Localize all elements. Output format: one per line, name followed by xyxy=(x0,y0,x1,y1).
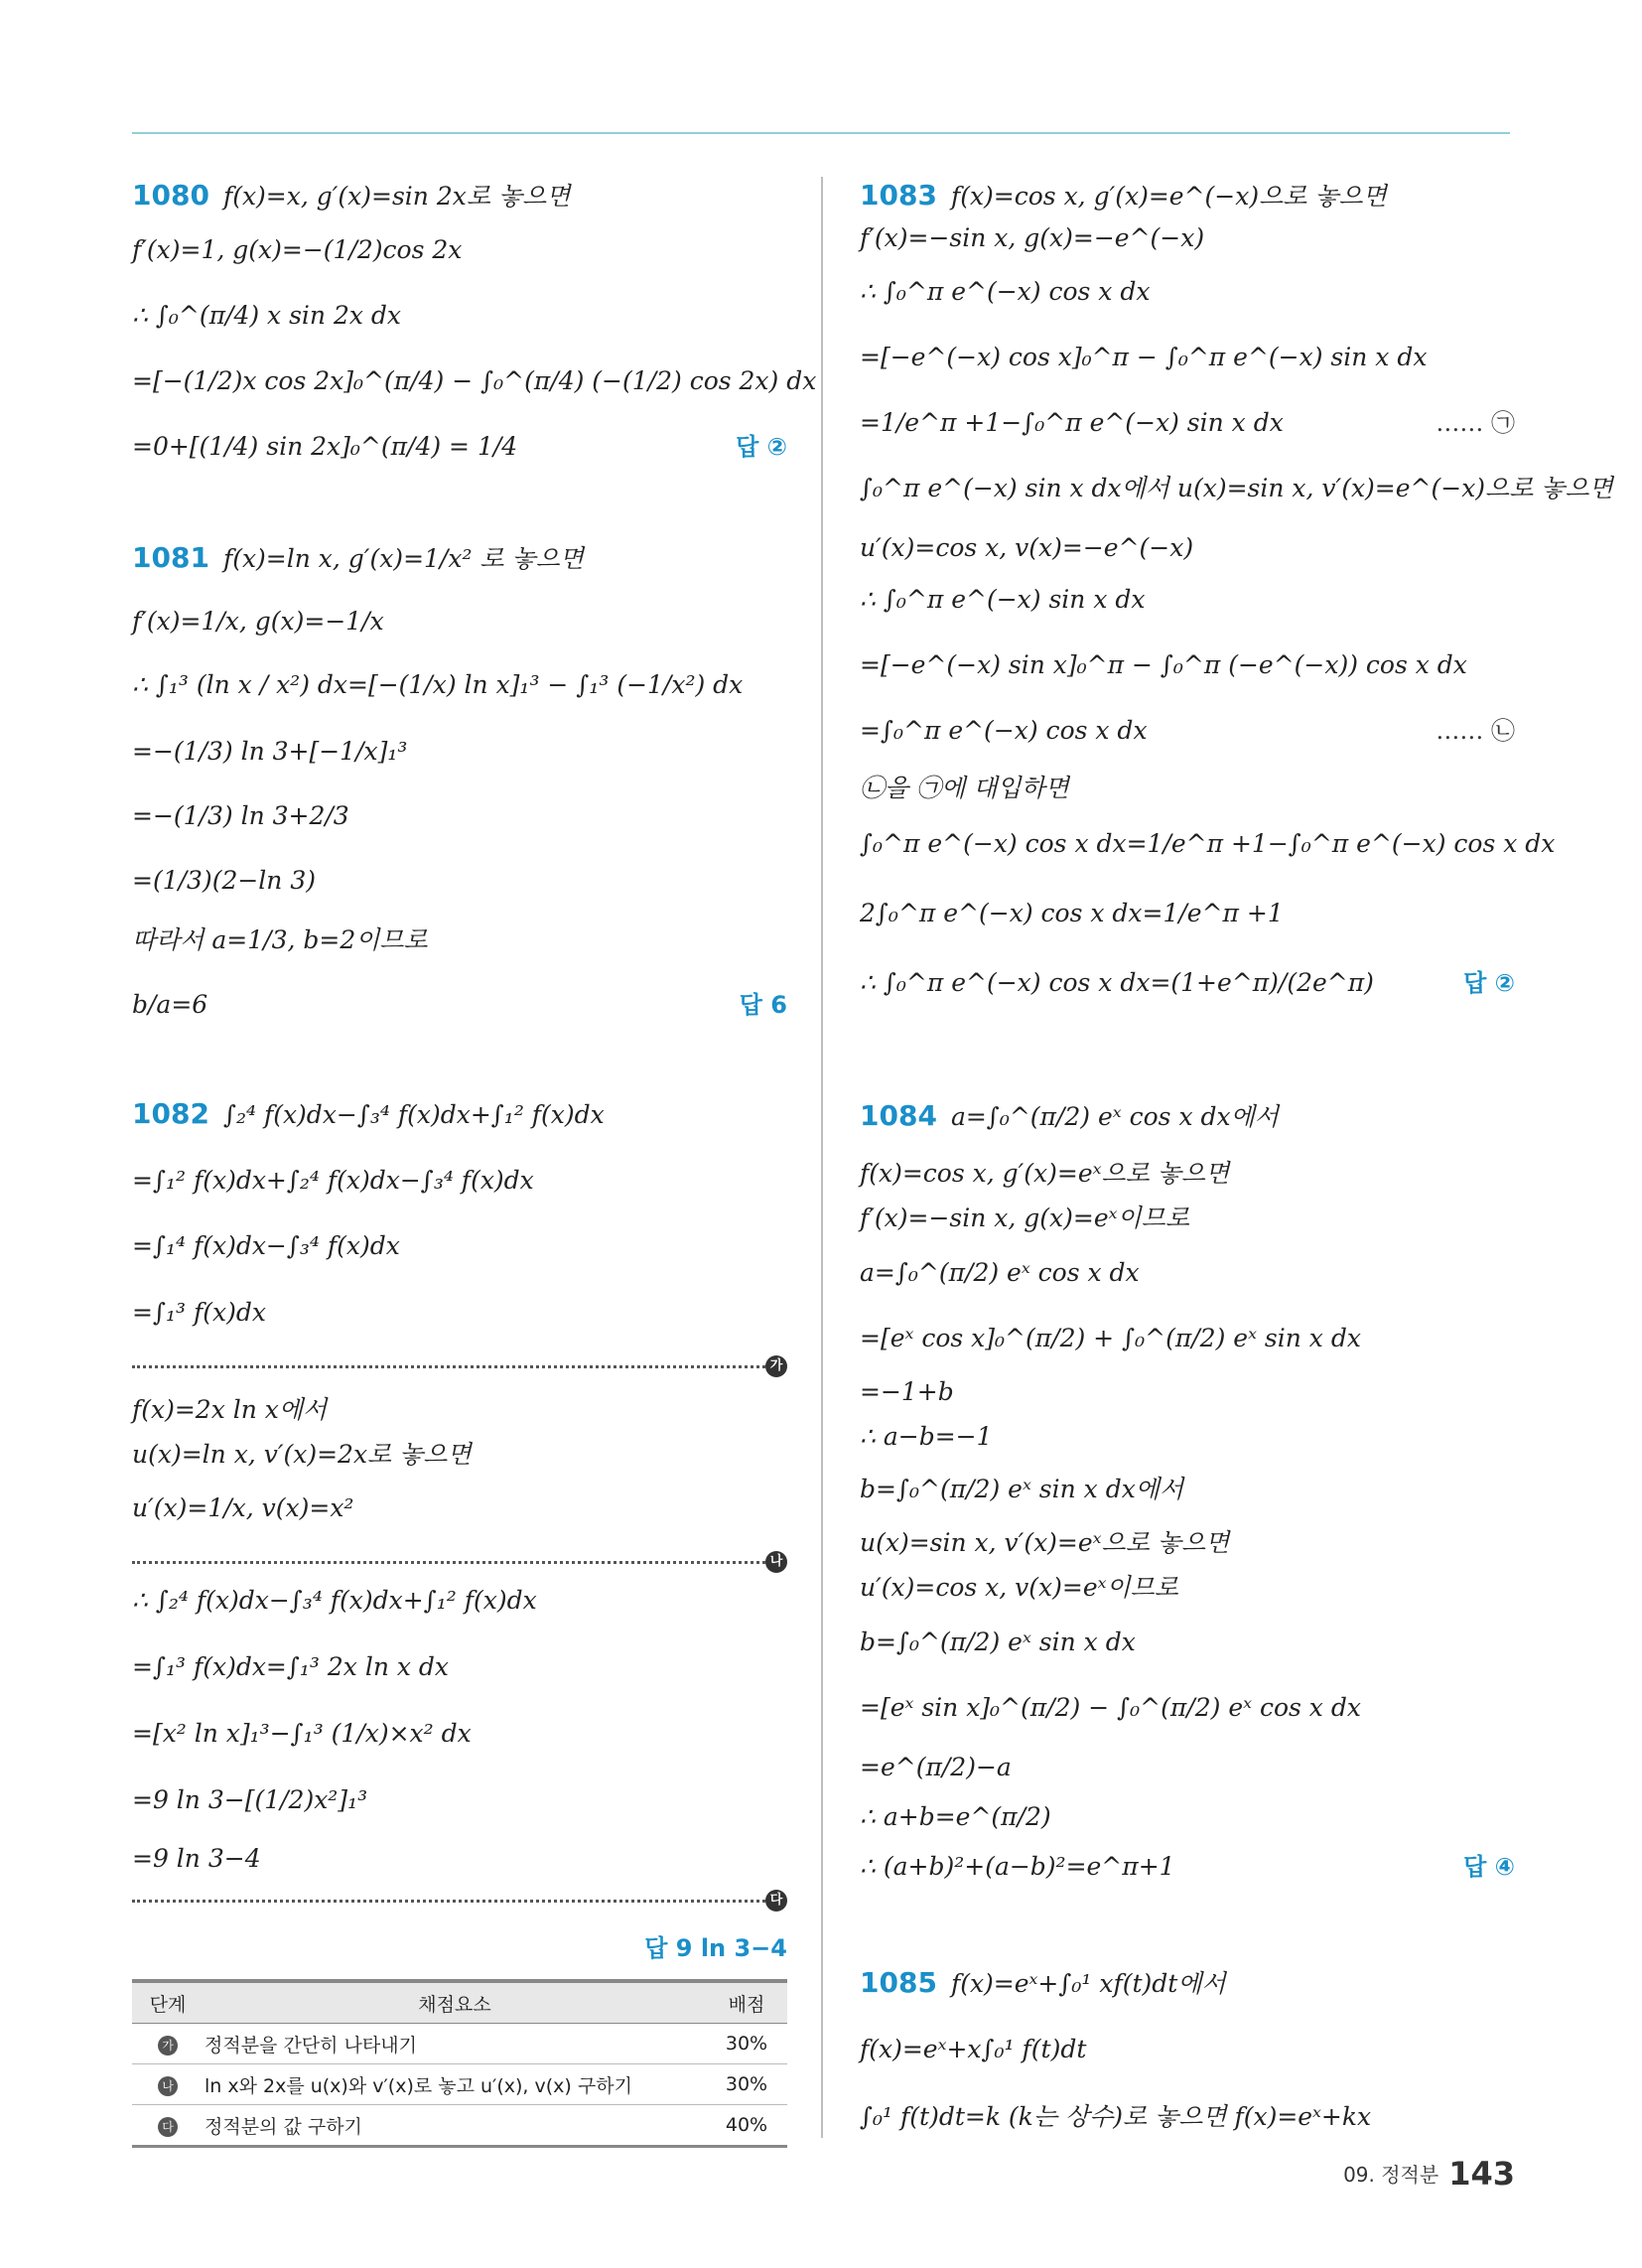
answer-1084: 답 ④ xyxy=(1463,1853,1515,1881)
page-footer xyxy=(1343,2155,1515,2193)
problem-1084-line-14: ∴ a+b=e^(π/2) xyxy=(860,1802,1051,1831)
step-separator-1 xyxy=(132,1365,765,1368)
problem-number-1083: 1083 xyxy=(860,179,937,212)
problem-1084-line-5: =[eˣ cos x]₀^(π/2) + ∫₀^(π/2) eˣ sin x dx xyxy=(860,1324,1361,1352)
answer-1082: 답 9 ln 3−4 xyxy=(644,1934,787,1962)
column-divider xyxy=(821,177,823,2138)
equation-mark-2: …… ㉡ xyxy=(1436,717,1515,745)
header-points: 배점 xyxy=(706,1981,787,2024)
table-row xyxy=(132,2064,787,2105)
step-separator-3 xyxy=(132,1900,765,1903)
problem-1083-line-13: 2∫₀^π e^(−x) cos x dx=1/e^π +1 xyxy=(860,899,1284,927)
problem-1084-line-11: b=∫₀^(π/2) eˣ sin x dx xyxy=(860,1628,1136,1656)
problem-1083-line-6: ∫₀^π e^(−x) sin x dx에서 u(x)=sin x, v′(x)=e^(−x)으로 놓으면 xyxy=(860,474,1613,502)
problem-1082-line-6: u(x)=ln x, v′(x)=2x로 놓으면 xyxy=(132,1440,472,1469)
step-mark-3: 다 xyxy=(765,1890,787,1912)
problem-1083-line-8: ∴ ∫₀^π e^(−x) sin x dx xyxy=(860,585,1146,614)
scoring-table xyxy=(132,1979,787,2148)
problem-1081-line-4: =−(1/3) ln 3+[−1/x]₁³ xyxy=(132,737,408,766)
problem-1084-line-13: =e^(π/2)−a xyxy=(860,1753,1012,1781)
problem-1081-line-3: ∴ ∫₁³ (ln x / x²) dx=[−(1/x) ln x]₁³ − ∫₁³ (−1/x²) dx xyxy=(132,670,744,699)
problem-1083-line-5: =1/e^π +1−∫₀^π e^(−x) sin x dx …… ㉠ xyxy=(860,401,1515,445)
step-separator-2 xyxy=(132,1561,765,1564)
problem-1081-line-5: =−(1/3) ln 3+2/3 xyxy=(132,801,349,830)
answer-1080: 답 ② xyxy=(736,433,787,461)
problem-1081-line-6: =(1/3)(2−ln 3) xyxy=(132,866,316,895)
problem-1080-line-5: =0+[(1/4) sin 2x]₀^(π/4) = 1/4 답 ② xyxy=(132,425,787,469)
problem-number-1081: 1081 xyxy=(132,541,209,574)
problem-1081-line-1: 1081 f(x)=ln x, g′(x)=1/x² 로 놓으면 xyxy=(132,541,584,574)
chapter-label: 09. 정적분 xyxy=(1343,2163,1439,2187)
problem-1085-line-2: f(x)=eˣ+x∫₀¹ f(t)dt xyxy=(860,2035,1087,2063)
scoring-points: 30% xyxy=(706,2024,787,2064)
problem-1084-line-3: f′(x)=−sin x, g(x)=eˣ이므로 xyxy=(860,1204,1189,1232)
problem-1082-line-4: =∫₁³ f(x)dx xyxy=(132,1298,266,1327)
scoring-points: 40% xyxy=(706,2105,787,2147)
problem-1082-line-12: =9 ln 3−4 xyxy=(132,1844,261,1873)
problem-1081-line-8: b/a=6 답 6 xyxy=(132,983,787,1027)
scoring-item: 정적분을 간단히 나타내기 xyxy=(204,2024,706,2064)
problem-1081-line-2: f′(x)=1/x, g(x)=−1/x xyxy=(132,607,384,636)
problem-1083-line-1: 1083 f(x)=cos x, g′(x)=e^(−x)으로 놓으면 xyxy=(860,179,1387,212)
step-badge: 나 xyxy=(158,2076,178,2096)
problem-1083-line-9: =[−e^(−x) sin x]₀^π − ∫₀^π (−e^(−x)) cos x dx xyxy=(860,650,1467,679)
problem-1080-line-4: =[−(1/2)x cos 2x]₀^(π/4) − ∫₀^(π/4) (−(1/2) cos 2x) dx xyxy=(132,366,817,395)
problem-1082-line-9: =∫₁³ f(x)dx=∫₁³ 2x ln x dx xyxy=(132,1652,450,1681)
step-badge: 가 xyxy=(158,2036,178,2055)
problem-1085-line-1: 1085 f(x)=eˣ+∫₀¹ xf(t)dt에서 xyxy=(860,1966,1226,1999)
header-item: 채점요소 xyxy=(204,1981,706,2024)
problem-1082-line-7: u′(x)=1/x, v(x)=x² xyxy=(132,1493,354,1522)
scoring-points: 30% xyxy=(706,2064,787,2105)
problem-1080-line-2: f′(x)=1, g(x)=−(1/2)cos 2x xyxy=(132,235,463,264)
problem-1082-line-10: =[x² ln x]₁³−∫₁³ (1/x)×x² dx xyxy=(132,1719,472,1748)
problem-number-1084: 1084 xyxy=(860,1099,937,1132)
problem-1082-line-8: ∴ ∫₂⁴ f(x)dx−∫₃⁴ f(x)dx+∫₁² f(x)dx xyxy=(132,1586,537,1615)
step-mark-1: 가 xyxy=(765,1355,787,1377)
problem-1084-line-6: =−1+b xyxy=(860,1377,954,1406)
problem-1084-line-2: f(x)=cos x, g′(x)=eˣ으로 놓으면 xyxy=(860,1159,1230,1188)
problem-1084-line-1: 1084 a=∫₀^(π/2) eˣ cos x dx에서 xyxy=(860,1099,1279,1132)
page-number: 143 xyxy=(1448,2155,1515,2193)
problem-1083-line-10: =∫₀^π e^(−x) cos x dx …… ㉡ xyxy=(860,709,1515,753)
problem-1083-line-2: f′(x)=−sin x, g(x)=−e^(−x) xyxy=(860,223,1205,252)
problem-1080-line-1: 1080 f(x)=x, g′(x)=sin 2x로 놓으면 xyxy=(132,179,571,212)
answer-1082-line xyxy=(132,1926,787,1970)
problem-1082-line-2: =∫₁² f(x)dx+∫₂⁴ f(x)dx−∫₃⁴ f(x)dx xyxy=(132,1166,534,1195)
answer-1083: 답 ② xyxy=(1463,969,1515,997)
step-badge: 다 xyxy=(158,2117,178,2137)
header-step: 단계 xyxy=(132,1981,204,2024)
table-row xyxy=(132,2024,787,2064)
problem-1083-line-7: u′(x)=cos x, v(x)=−e^(−x) xyxy=(860,533,1194,562)
problem-1083-line-14: ∴ ∫₀^π e^(−x) cos x dx=(1+e^π)/(2e^π) 답 ② xyxy=(860,961,1515,1005)
problem-1084-line-8: b=∫₀^(π/2) eˣ sin x dx에서 xyxy=(860,1475,1184,1503)
problem-1082-line-5: f(x)=2x ln x에서 xyxy=(132,1395,328,1424)
header-rule xyxy=(132,132,1510,134)
problem-1084-line-7: ∴ a−b=−1 xyxy=(860,1422,993,1451)
problem-1083-line-4: =[−e^(−x) cos x]₀^π − ∫₀^π e^(−x) sin x dx xyxy=(860,343,1428,371)
answer-1081: 답 6 xyxy=(739,991,787,1019)
step-mark-2: 나 xyxy=(765,1551,787,1573)
problem-1083-line-3: ∴ ∫₀^π e^(−x) cos x dx xyxy=(860,277,1151,306)
problem-1082-line-1: 1082 ∫₂⁴ f(x)dx−∫₃⁴ f(x)dx+∫₁² f(x)dx xyxy=(132,1097,605,1130)
problem-1084-line-10: u′(x)=cos x, v(x)=eˣ이므로 xyxy=(860,1573,1178,1602)
problem-1084-line-9: u(x)=sin x, v′(x)=eˣ으로 놓으면 xyxy=(860,1528,1230,1557)
problem-1081-line-7: 따라서 a=1/3, b=2이므로 xyxy=(132,925,428,954)
problem-1084-line-15: ∴ (a+b)²+(a−b)²=e^π+1 답 ④ xyxy=(860,1845,1515,1889)
problem-1080-line-3: ∴ ∫₀^(π/4) x sin 2x dx xyxy=(132,301,402,330)
problem-1083-line-11: ㉡을 ㉠에 대입하면 xyxy=(860,774,1069,802)
problem-1083-line-12: ∫₀^π e^(−x) cos x dx=1/e^π +1−∫₀^π e^(−x) cos x dx xyxy=(860,829,1556,858)
table-row xyxy=(132,2105,787,2147)
problem-1084-line-4: a=∫₀^(π/2) eˣ cos x dx xyxy=(860,1258,1140,1287)
problem-number-1080: 1080 xyxy=(132,179,209,212)
problem-number-1082: 1082 xyxy=(132,1097,209,1130)
scoring-item: ln x와 2x를 u(x)와 v′(x)로 놓고 u′(x), v(x) 구하기 xyxy=(204,2064,706,2105)
problem-1085-line-3: ∫₀¹ f(t)dt=k (k는 상수)로 놓으면 f(x)=eˣ+kx xyxy=(860,2102,1372,2131)
problem-1082-line-11: =9 ln 3−[(1/2)x²]₁³ xyxy=(132,1785,368,1814)
problem-1084-line-12: =[eˣ sin x]₀^(π/2) − ∫₀^(π/2) eˣ cos x dx xyxy=(860,1693,1361,1722)
equation-mark-1: …… ㉠ xyxy=(1436,409,1515,437)
scoring-item: 정적분의 값 구하기 xyxy=(204,2105,706,2147)
problem-number-1085: 1085 xyxy=(860,1966,937,1999)
problem-1082-line-3: =∫₁⁴ f(x)dx−∫₃⁴ f(x)dx xyxy=(132,1231,400,1260)
scoring-header-row xyxy=(132,1981,787,2024)
